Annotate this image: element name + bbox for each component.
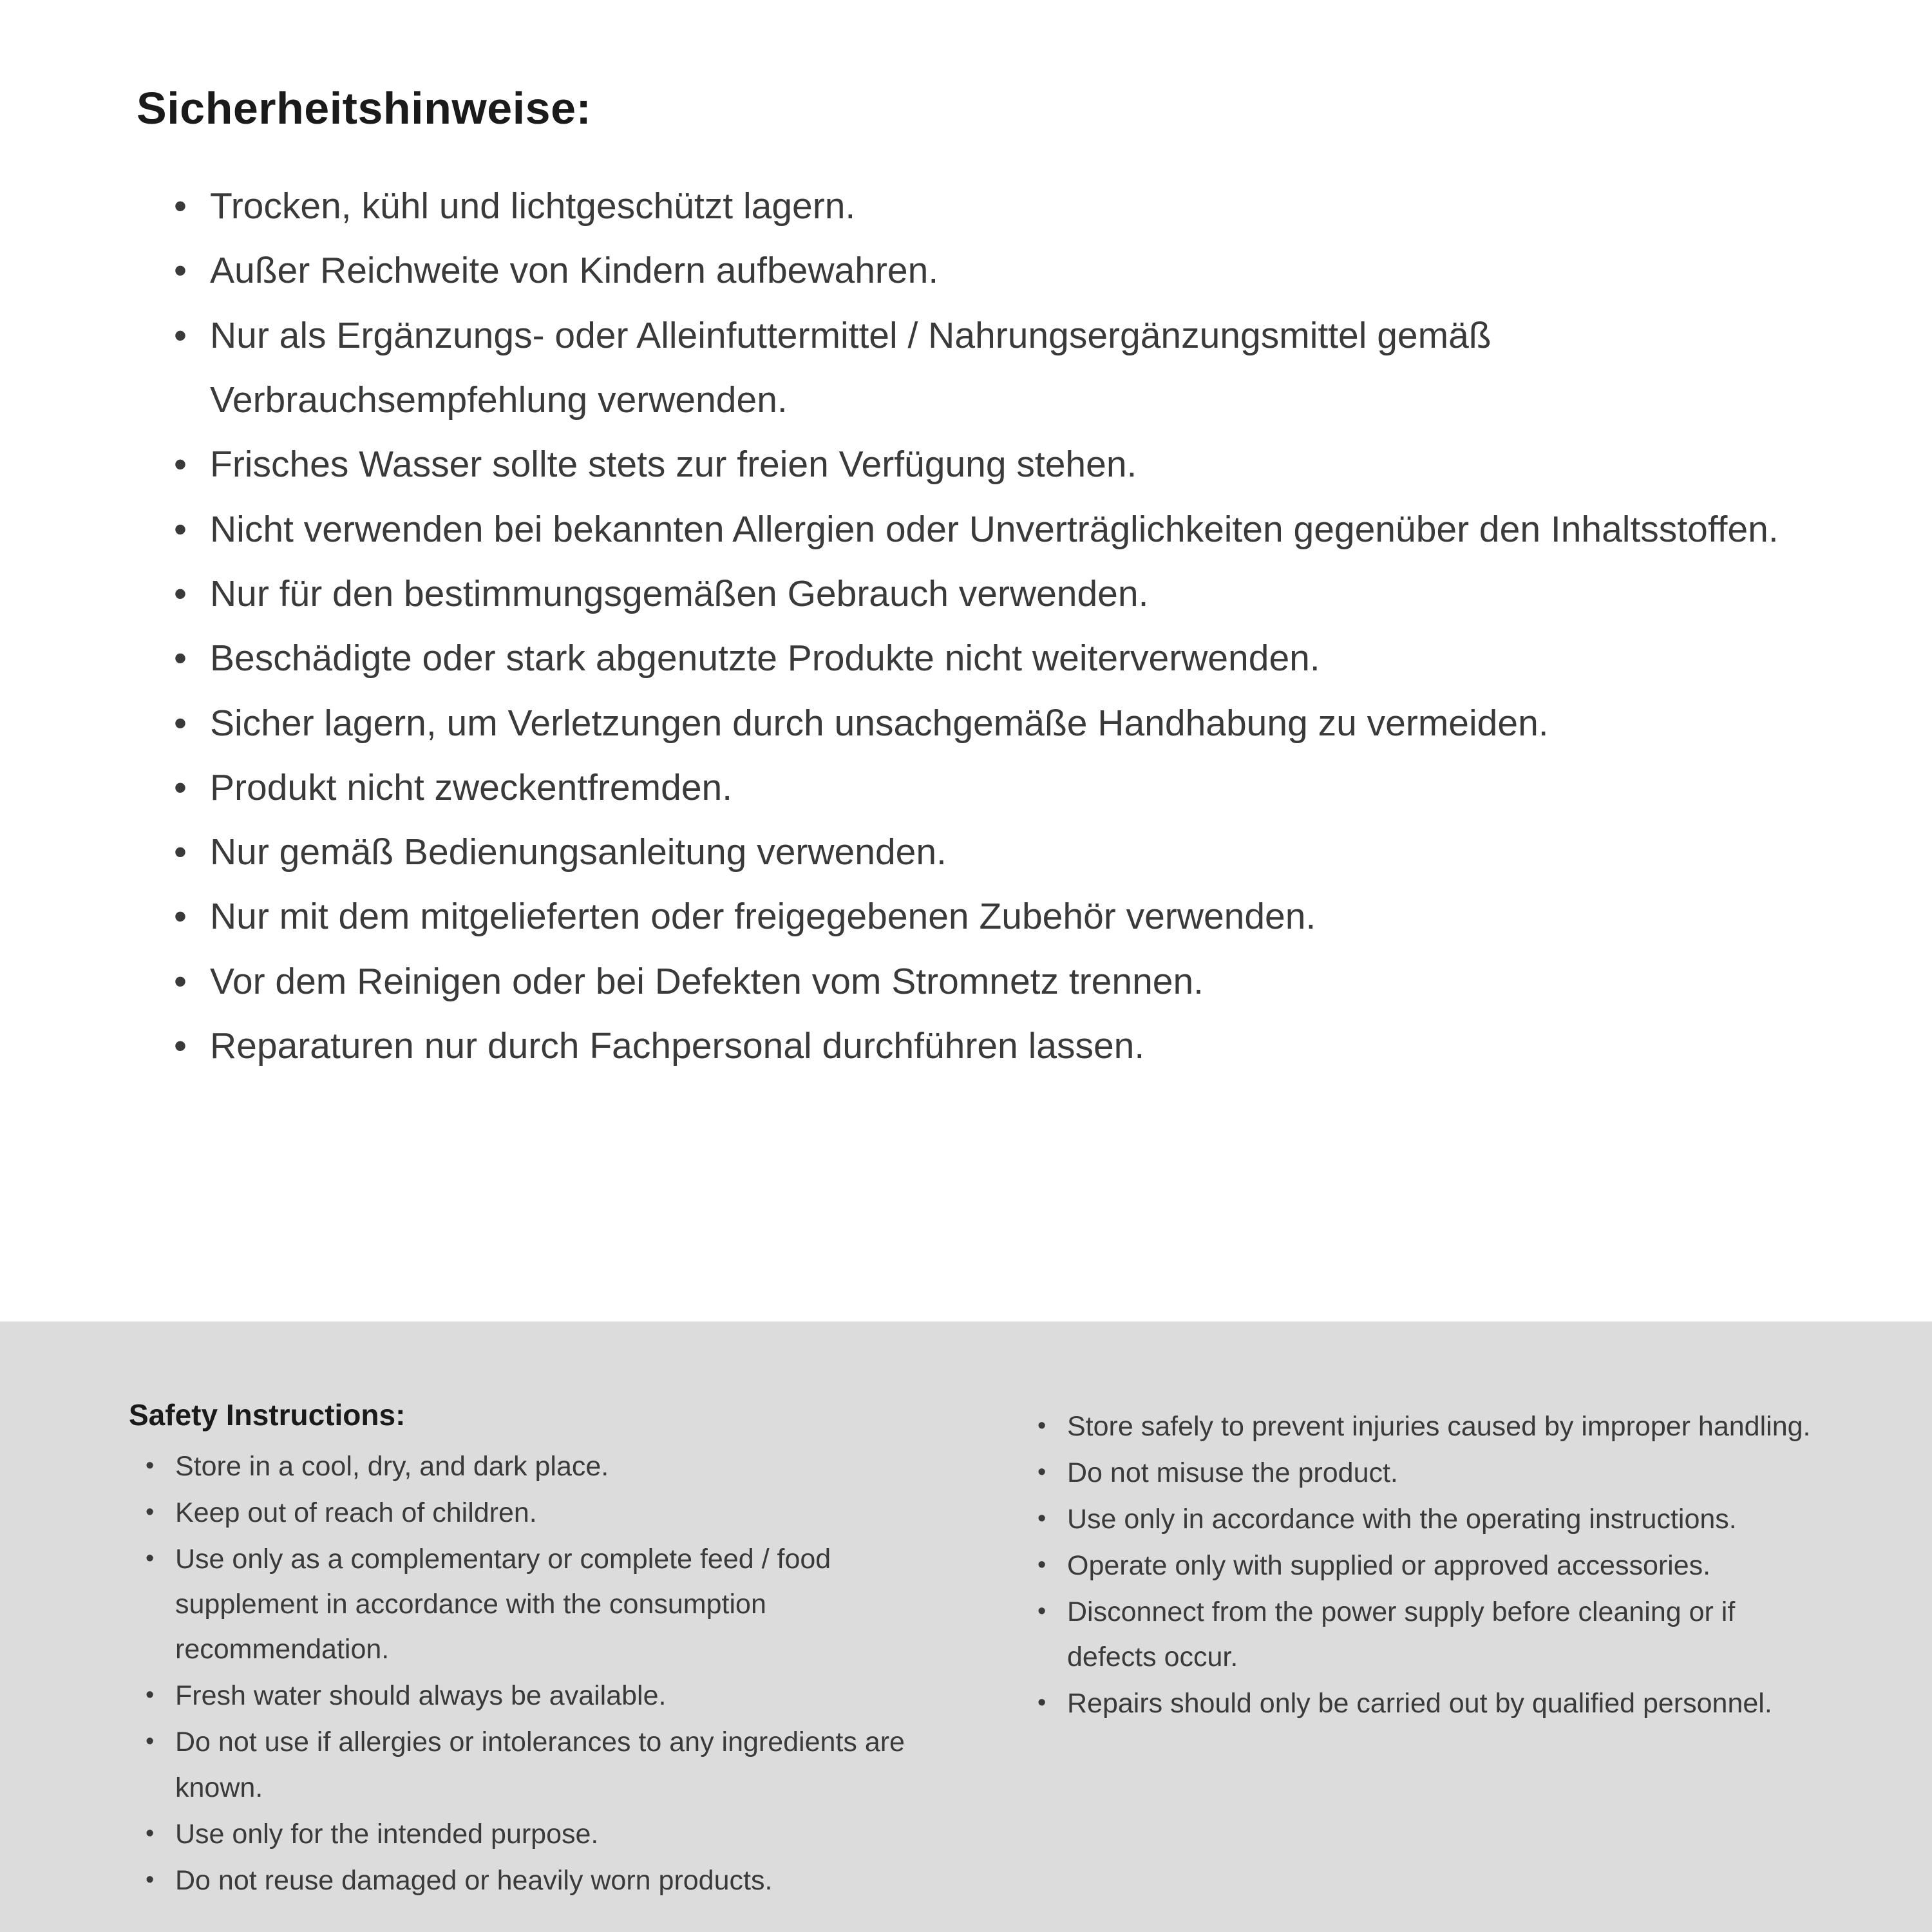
english-instruction-item: • Use only for the intended purpose. (146, 1812, 924, 1857)
english-instruction-item: • Fresh water should always be available. (146, 1673, 924, 1718)
german-instruction-list (137, 174, 1803, 1078)
english-instruction-item: • Do not reuse damaged or heavily worn products. (146, 1858, 924, 1903)
english-instruction-item: • Disconnect from the power supply before cleaning or if defects occur. (1037, 1589, 1816, 1680)
english-safety-section (0, 1321, 1932, 1932)
english-instruction-item: • Use only as a complementary or complete feed / food supplement in accordance with the consumption recommendation. (146, 1537, 924, 1672)
english-instruction-item: • Operate only with supplied or approved accessories. (1037, 1543, 1816, 1588)
german-section-title: Sicherheitshinweise: (137, 83, 592, 133)
german-instruction-item: • Beschädigte oder stark abgenutzte Produkte nicht weiterverwenden. (174, 626, 1803, 690)
english-instruction-list-right (1021, 1404, 1816, 1727)
german-instruction-item: • Nicht verwenden bei bekannten Allergien oder Unverträglichkeiten gegenüber den Inhaltsstoffen. (174, 497, 1803, 562)
english-section-title: Safety Instructions: (129, 1398, 406, 1432)
german-instruction-item: • Nur für den bestimmungsgemäßen Gebrauch verwenden. (174, 562, 1803, 626)
english-instruction-item: • Keep out of reach of children. (146, 1490, 924, 1535)
english-instruction-item: • Do not use if allergies or intolerances to any ingredients are known. (146, 1719, 924, 1810)
english-instruction-item: • Repairs should only be carried out by qualified personnel. (1037, 1681, 1816, 1726)
english-instruction-item: • Store safely to prevent injuries caused by improper handling. (1037, 1404, 1816, 1449)
german-instruction-item: • Nur gemäß Bedienungsanleitung verwenden. (174, 820, 1803, 884)
english-instruction-item: • Store in a cool, dry, and dark place. (146, 1444, 924, 1489)
german-instruction-item: • Sicher lagern, um Verletzungen durch unsachgemäße Handhabung zu vermeiden. (174, 691, 1803, 755)
english-left-column (129, 1397, 924, 1932)
english-instruction-item: • Do not misuse the product. (1037, 1450, 1816, 1495)
german-instruction-item: • Außer Reichweite von Kindern aufbewahren. (174, 238, 1803, 303)
english-instruction-list-left (129, 1444, 924, 1903)
english-instruction-item: • Use only in accordance with the operating instructions. (1037, 1497, 1816, 1542)
german-instruction-item: • Frisches Wasser sollte stets zur freien Verfügung stehen. (174, 432, 1803, 497)
english-right-column (1021, 1397, 1816, 1932)
german-instruction-item: • Vor dem Reinigen oder bei Defekten vom Stromnetz trennen. (174, 949, 1803, 1014)
german-instruction-item: • Nur mit dem mitgelieferten oder freigegebenen Zubehör verwenden. (174, 884, 1803, 949)
german-instruction-item: • Trocken, kühl und lichtgeschützt lagern. (174, 174, 1803, 238)
german-instruction-item: • Nur als Ergänzungs- oder Alleinfuttermittel / Nahrungsergänzungsmittel gemäß Verbrauchsempfehlung verwenden. (174, 303, 1803, 433)
german-instruction-item: • Produkt nicht zweckentfremden. (174, 755, 1803, 820)
german-instruction-item: • Reparaturen nur durch Fachpersonal durchführen lassen. (174, 1014, 1803, 1078)
